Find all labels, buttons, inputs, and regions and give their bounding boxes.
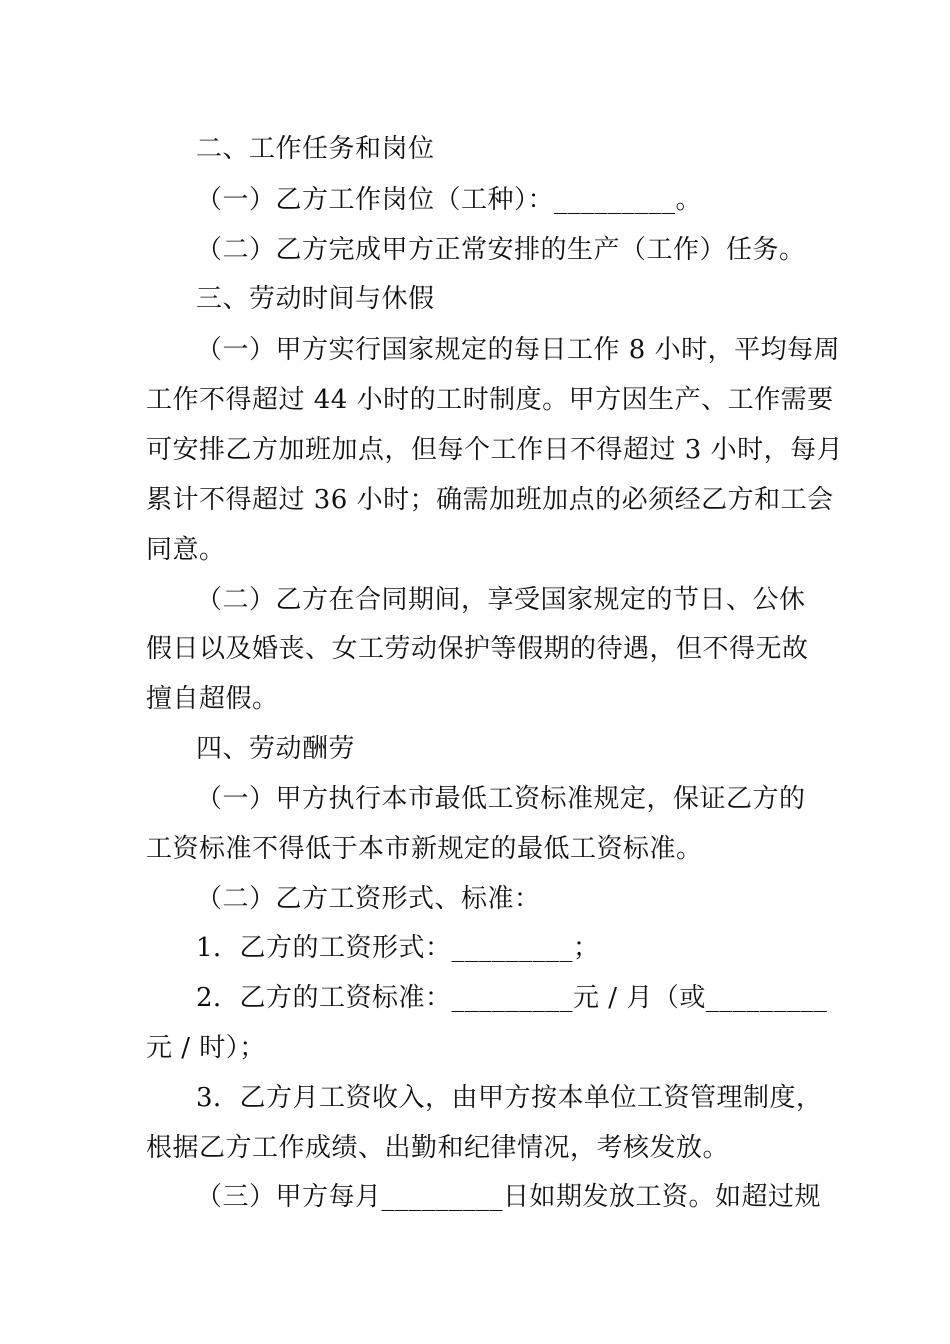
paragraph-line: 工资标准不得低于本市新规定的最低工资标准。 bbox=[146, 834, 703, 864]
paragraph-line: 1．乙方的工资形式：_________； bbox=[196, 933, 600, 963]
paragraph-line: 可安排乙方加班加点，但每个工作日不得超过 3 小时，每月 bbox=[146, 435, 844, 465]
paragraph-line: （二）乙方工资形式、标准： bbox=[196, 884, 541, 914]
paragraph-line: 假日以及婚丧、女工劳动保护等假期的待遇，但不得无故 bbox=[146, 634, 809, 664]
paragraph-line: 元 / 时）； bbox=[146, 1033, 266, 1063]
paragraph-line: 工作不得超过 44 小时的工时制度。甲方因生产、工作需要 bbox=[146, 385, 834, 415]
paragraph-line: （一）甲方实行国家规定的每日工作 8 小时，平均每周 bbox=[196, 335, 841, 365]
paragraph-line: （一）甲方执行本市最低工资标准规定，保证乙方的 bbox=[196, 784, 806, 814]
section-heading: 二、工作任务和岗位 bbox=[196, 134, 435, 164]
paragraph-line: 3．乙方月工资收入，由甲方按本单位工资管理制度， bbox=[196, 1083, 823, 1113]
paragraph-line: 累计不得超过 36 小时；确需加班加点的必须经乙方和工会 bbox=[146, 485, 834, 515]
paragraph-line: 擅自超假。 bbox=[146, 684, 279, 714]
section-heading: 三、劳动时间与休假 bbox=[196, 284, 435, 314]
paragraph-line: 根据乙方工作成绩、出勤和纪律情况，考核发放。 bbox=[146, 1133, 730, 1163]
paragraph-line: 2．乙方的工资标准：_________元 / 月（或_________ bbox=[196, 983, 828, 1013]
paragraph-line: （二）乙方完成甲方正常安排的生产（工作）任务。 bbox=[196, 235, 806, 265]
paragraph-line: （二）乙方在合同期间，享受国家规定的节日、公休 bbox=[196, 585, 806, 615]
paragraph-line: 同意。 bbox=[146, 535, 226, 565]
paragraph-line: （三）甲方每月_________日如期发放工资。如超过规 bbox=[196, 1182, 822, 1212]
paragraph-line: （一）乙方工作岗位（工种）：_________。 bbox=[196, 185, 703, 215]
section-heading: 四、劳动酬劳 bbox=[196, 734, 356, 764]
